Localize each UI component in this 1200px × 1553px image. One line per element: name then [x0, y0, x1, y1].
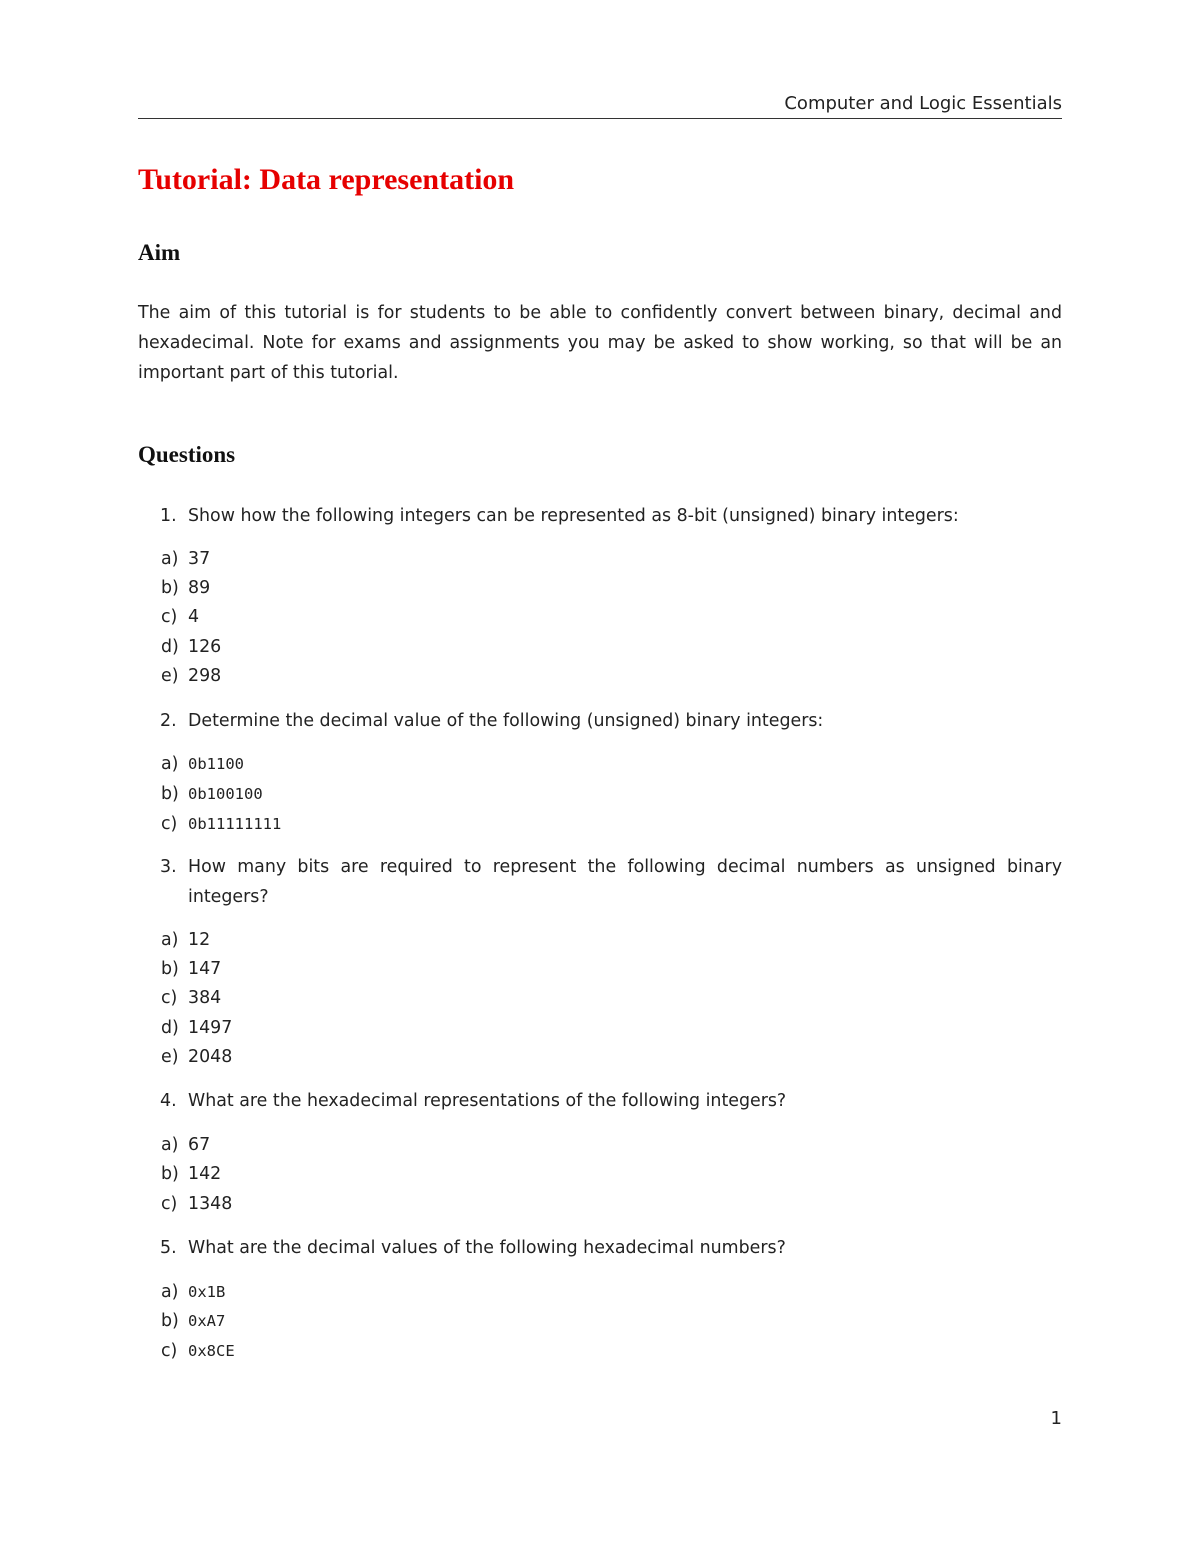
- option-label: b): [161, 959, 179, 979]
- option-label: c): [161, 988, 178, 1008]
- option-label: a): [161, 1135, 179, 1155]
- questions-heading: Questions: [138, 442, 236, 467]
- question-number: 2.: [160, 711, 177, 731]
- option-value: 126: [188, 637, 222, 657]
- aim-paragraph: The aim of this tutorial is for students to be able to confidently convert between binary, decimal and hexadecimal. Note for exams and assignments you may be asked to show working, so that will be an important part of this tutorial.: [138, 303, 1062, 383]
- question-number: 4.: [160, 1091, 177, 1111]
- option-label: a): [161, 930, 179, 950]
- question-text: What are the decimal values of the following hexadecimal numbers?: [188, 1238, 786, 1258]
- question-number: 5.: [160, 1238, 177, 1258]
- option-value: 89: [188, 578, 211, 598]
- option-value: 0b1100: [188, 755, 244, 773]
- course-title: Computer and Logic Essentials: [784, 93, 1062, 114]
- option-value: 0xA7: [188, 1312, 226, 1330]
- question-text: Determine the decimal value of the following (unsigned) binary integers:: [188, 711, 824, 731]
- option-label: b): [161, 1164, 179, 1184]
- aim-heading: Aim: [138, 240, 181, 265]
- option-label: a): [161, 1282, 179, 1302]
- question-number: 1.: [160, 506, 177, 526]
- option-value: 1497: [188, 1018, 233, 1038]
- option-label: c): [161, 607, 178, 627]
- option-value: 0b11111111: [188, 815, 282, 833]
- option-label: b): [161, 1311, 179, 1331]
- page-number: 1: [1050, 1408, 1062, 1429]
- option-value: 12: [188, 930, 211, 950]
- option-value: 0x8CE: [188, 1342, 235, 1360]
- option-label: b): [161, 784, 179, 804]
- option-label: c): [161, 1194, 178, 1214]
- option-value: 37: [188, 549, 211, 569]
- option-value: 384: [188, 988, 222, 1008]
- option-value: 147: [188, 959, 222, 979]
- option-label: d): [161, 637, 179, 657]
- page-header: [138, 92, 1062, 119]
- question-text: Show how the following integers can be represented as 8-bit (unsigned) binary integers:: [188, 506, 959, 526]
- option-label: d): [161, 1018, 179, 1038]
- option-value: 67: [188, 1135, 211, 1155]
- option-value: 0b100100: [188, 785, 263, 803]
- option-label: a): [161, 549, 179, 569]
- option-label: c): [161, 814, 178, 834]
- option-label: e): [161, 1047, 179, 1067]
- question-text: What are the hexadecimal representations of the following integers?: [188, 1091, 787, 1111]
- question-text: How many bits are required to represent the following decimal numbers as unsigned binary integers?: [188, 857, 1062, 907]
- option-value: 298: [188, 666, 222, 686]
- question-number: 3.: [160, 857, 177, 877]
- option-label: e): [161, 666, 179, 686]
- option-value: 1348: [188, 1194, 233, 1214]
- option-label: b): [161, 578, 179, 598]
- option-value: 0x1B: [188, 1283, 226, 1301]
- option-label: c): [161, 1341, 178, 1361]
- page-title: Tutorial: Data representation: [138, 163, 515, 196]
- option-value: 2048: [188, 1047, 233, 1067]
- option-value: 4: [188, 607, 200, 627]
- option-value: 142: [188, 1164, 222, 1184]
- option-label: a): [161, 754, 179, 774]
